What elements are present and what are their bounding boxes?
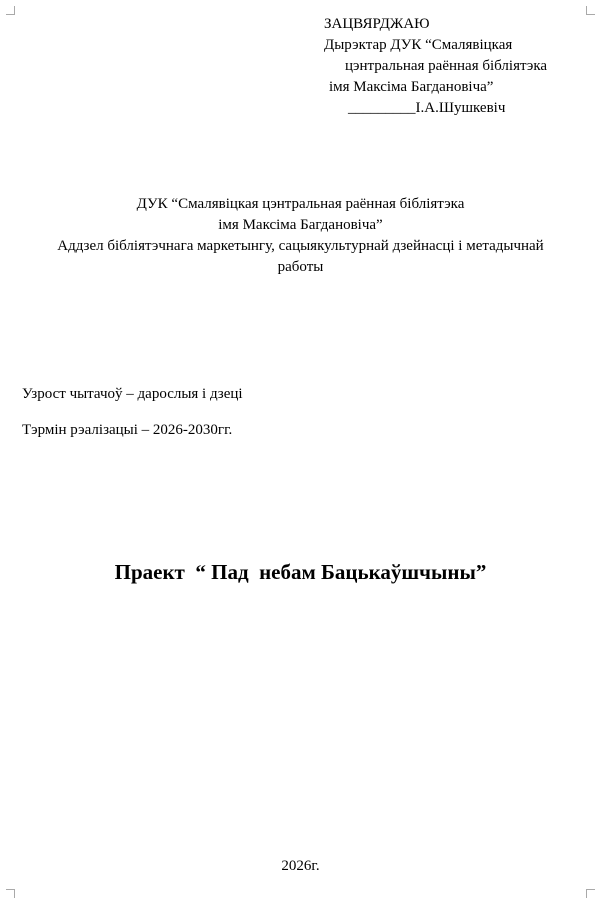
organization-line-3: Аддзел бібліятэчнага маркетынгу, сацыякультурнай дзейнасці і метадычнай — [57, 238, 544, 254]
organization-line-2: імя Максіма Багдановіча” — [218, 217, 383, 233]
page-corner-mark-top-left — [6, 6, 15, 15]
project-title: Праект “ Пад небам Бацькаўшчыны” — [114, 560, 487, 584]
approval-library-line: цэнтральная раённая бібліятэка — [345, 58, 548, 74]
implementation-term-text: Тэрмін рэалізацыі – 2026-2030гг. — [22, 422, 233, 438]
organization-block — [0, 194, 601, 278]
reader-age-text: Узрост чытачоў – дарослыя і дзеці — [22, 386, 243, 402]
page-corner-mark-top-right — [586, 6, 595, 15]
organization-line-4: работы — [277, 259, 324, 275]
organization-line-1: ДУК “Смалявіцкая цэнтральная раённая бібліятэка — [136, 196, 465, 212]
document-year: 2026г. — [281, 858, 320, 874]
approval-director-line: Дырэктар ДУК “Смалявіцкая — [324, 37, 513, 53]
page-corner-mark-bottom-right — [586, 889, 595, 898]
page-corner-mark-bottom-left — [6, 889, 15, 898]
approval-name-line: імя Максіма Багдановіча” — [329, 79, 494, 95]
approval-heading: ЗАЦВЯРДЖАЮ — [324, 16, 430, 32]
approval-signature-line: _________І.А.Шушкевіч — [348, 100, 506, 116]
